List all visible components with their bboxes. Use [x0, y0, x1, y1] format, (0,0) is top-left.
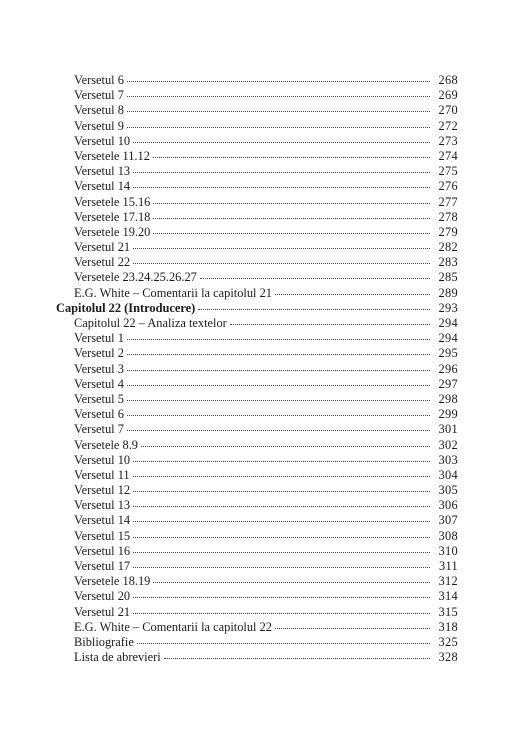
toc-page-number: 282 [438, 240, 458, 255]
toc-entry [56, 620, 458, 635]
dot-leader [127, 430, 430, 431]
toc-page-number: 277 [438, 194, 458, 209]
dot-leader [153, 582, 430, 583]
toc-entry [56, 225, 458, 240]
toc-page-number: 294 [438, 331, 458, 346]
toc-entry-label: Versetele 23.24.25.26.27 [74, 270, 197, 285]
toc-entry [56, 559, 458, 574]
toc-page-number: 278 [438, 209, 458, 224]
toc-page-number: 308 [438, 528, 458, 543]
toc-entry-label: Versetul 6 [74, 73, 124, 87]
toc-page-number: 310 [438, 543, 458, 558]
toc-entry-label: Bibliografie [74, 634, 134, 649]
toc-page-number: 275 [438, 164, 458, 179]
toc-entry-label: E.G. White – Comentarii la capitolul 21 [74, 285, 272, 300]
dot-leader [133, 476, 430, 477]
toc-entry [56, 529, 458, 544]
toc-entry [56, 119, 458, 134]
toc-entry-label: Versetul 14 [74, 179, 131, 194]
toc-entry [56, 422, 458, 437]
toc-entry-label: Versetul 12 [74, 483, 131, 498]
toc-entry-label: Versetele 17.18 [74, 209, 151, 224]
dot-leader [137, 643, 430, 644]
toc-page-number: 295 [438, 346, 458, 361]
dot-leader [133, 491, 430, 492]
toc-page-number: 302 [438, 437, 458, 452]
toc-entry-label: Versetul 10 [74, 133, 131, 148]
toc-entry-label: Versetul 3 [74, 361, 124, 376]
dot-leader [198, 309, 430, 310]
toc-entry [56, 316, 458, 331]
toc-page-number: 296 [438, 361, 458, 376]
toc-entry [56, 210, 458, 225]
toc-entry-label: Versetul 15 [74, 528, 131, 543]
toc-entry-label: Versetul 14 [74, 513, 131, 528]
toc-entry [56, 605, 458, 620]
dot-leader [275, 294, 430, 295]
dot-leader [133, 187, 430, 188]
toc-entry-label: E.G. White – Comentarii la capitolul 22 [74, 619, 272, 634]
toc-page-number: 298 [438, 391, 458, 406]
toc-entry [56, 468, 458, 483]
toc-entry-label: Versetul 1 [74, 331, 124, 346]
toc-entry-label: Versetul 7 [74, 422, 124, 437]
toc-page-number: 314 [438, 589, 458, 604]
toc-page-number: 303 [438, 452, 458, 467]
toc-entry-label: Lista de abrevieri [74, 650, 161, 665]
toc-entry [56, 195, 458, 210]
toc-entry [56, 407, 458, 422]
toc-entry [56, 73, 458, 88]
toc-entry [56, 179, 458, 194]
toc-page-number: 273 [438, 133, 458, 148]
toc-entry-label: Versetul 6 [74, 407, 124, 422]
toc-page-number: 325 [438, 634, 458, 649]
toc-entry [56, 88, 458, 103]
dot-leader [133, 142, 430, 143]
toc-entry [56, 164, 458, 179]
toc-entry-label: Versetul 11 [74, 467, 130, 482]
dot-leader [133, 552, 430, 553]
dot-leader [133, 461, 430, 462]
dot-leader [127, 385, 430, 386]
toc-entry [56, 103, 458, 118]
toc-entry [56, 331, 458, 346]
toc-entry-label: Versetul 21 [74, 240, 131, 255]
toc-entry [56, 346, 458, 361]
dot-leader [127, 111, 430, 112]
toc-entry [56, 270, 458, 285]
toc-page-number: 307 [438, 513, 458, 528]
toc-page-number: 301 [438, 422, 458, 437]
toc-entry [56, 589, 458, 604]
dot-leader [127, 81, 430, 82]
toc-entry-label: Versetul 13 [74, 164, 131, 179]
toc-page-number: 305 [438, 483, 458, 498]
toc-entry-label: Capitolul 22 – Analiza textelor [74, 316, 227, 330]
dot-leader [230, 324, 430, 325]
toc-entry-label: Versetul 7 [74, 88, 124, 103]
toc-entry-label: Capitolul 22 (Introducere) [56, 300, 196, 315]
toc-entry [56, 513, 458, 528]
dot-leader [133, 248, 430, 249]
dot-leader [153, 203, 430, 204]
toc-entry-label: Versetul 9 [74, 118, 124, 133]
dot-leader [127, 370, 430, 371]
dot-leader [153, 233, 430, 234]
dot-leader [127, 127, 430, 128]
toc-entry [56, 453, 458, 468]
toc-entry-label: Versetul 20 [74, 589, 131, 604]
dot-leader [200, 278, 430, 279]
toc-page-number: 289 [438, 285, 458, 300]
toc-page-number: 274 [438, 148, 458, 163]
toc-page-number: 318 [438, 619, 458, 634]
toc-entry-label: Versetul 21 [74, 604, 131, 619]
toc-page-number: 279 [438, 224, 458, 239]
dot-leader [133, 537, 430, 538]
dot-leader [133, 506, 430, 507]
toc-page-number: 304 [438, 467, 458, 482]
dot-leader [153, 218, 430, 219]
toc-page-number: 312 [438, 574, 458, 589]
dot-leader [133, 263, 430, 264]
toc-entry-label: Versetele 18.19 [74, 574, 151, 589]
toc-page-number: 306 [438, 498, 458, 513]
toc-entry [56, 438, 458, 453]
dot-leader [127, 415, 430, 416]
toc-entry-label: Versetele 11.12 [74, 148, 150, 163]
toc-page-number: 294 [438, 316, 458, 330]
toc-entry [56, 134, 458, 149]
toc-entry [56, 650, 458, 665]
toc-entry-label: Versetele 15.16 [74, 194, 151, 209]
toc-entry [56, 149, 458, 164]
dot-leader [127, 400, 430, 401]
toc-page-number: 270 [438, 103, 458, 118]
toc-page-number: 272 [438, 118, 458, 133]
dot-leader [164, 658, 430, 659]
dot-leader [133, 567, 430, 568]
dot-leader [133, 613, 430, 614]
toc-entry [56, 635, 458, 650]
dot-leader [133, 597, 430, 598]
toc-page-number: 299 [438, 407, 458, 422]
toc-entry [56, 240, 458, 255]
toc-entry-label: Versetul 13 [74, 498, 131, 513]
dot-leader [127, 339, 430, 340]
toc-entry [56, 392, 458, 407]
toc-page-number: 283 [438, 255, 458, 270]
toc-page-number: 311 [438, 559, 458, 573]
toc-entry [56, 483, 458, 498]
toc-entry [56, 377, 458, 392]
toc-entry [56, 362, 458, 377]
toc-entry-label: Versetul 22 [74, 255, 131, 270]
dot-leader [275, 628, 430, 629]
dot-leader [127, 96, 430, 97]
toc-entry [56, 255, 458, 270]
dot-leader [133, 172, 430, 173]
toc-entry-label: Versetul 8 [74, 103, 124, 118]
toc-page-number: 269 [438, 88, 458, 103]
toc-entry-label: Versetele 19.20 [74, 224, 151, 239]
toc-entry [56, 286, 458, 301]
toc-page-number: 276 [438, 179, 458, 194]
toc-entry-label: Versetul 4 [74, 376, 124, 391]
toc-page-number: 268 [438, 73, 458, 87]
toc-entry [56, 574, 458, 589]
toc-entry [56, 498, 458, 513]
toc-entry-label: Versetul 16 [74, 543, 131, 558]
toc-entry-label: Versetul 17 [74, 559, 131, 573]
toc-entry-label: Versetul 2 [74, 346, 124, 361]
toc-page-number: 328 [438, 650, 458, 665]
toc-page-number: 297 [438, 376, 458, 391]
toc-entry-label: Versetul 10 [74, 452, 131, 467]
dot-leader [153, 157, 430, 158]
dot-leader [141, 446, 430, 447]
toc-entry-label: Versetul 5 [74, 391, 124, 406]
toc-chapter-entry [56, 301, 458, 316]
dot-leader [127, 354, 430, 355]
toc-entry-label: Versetele 8.9 [74, 437, 138, 452]
toc-page-number: 315 [438, 604, 458, 619]
toc-page-number: 285 [438, 270, 458, 285]
toc-page-number: 293 [438, 300, 458, 315]
toc-entry [56, 544, 458, 559]
dot-leader [133, 521, 430, 522]
table-of-contents [56, 73, 458, 665]
